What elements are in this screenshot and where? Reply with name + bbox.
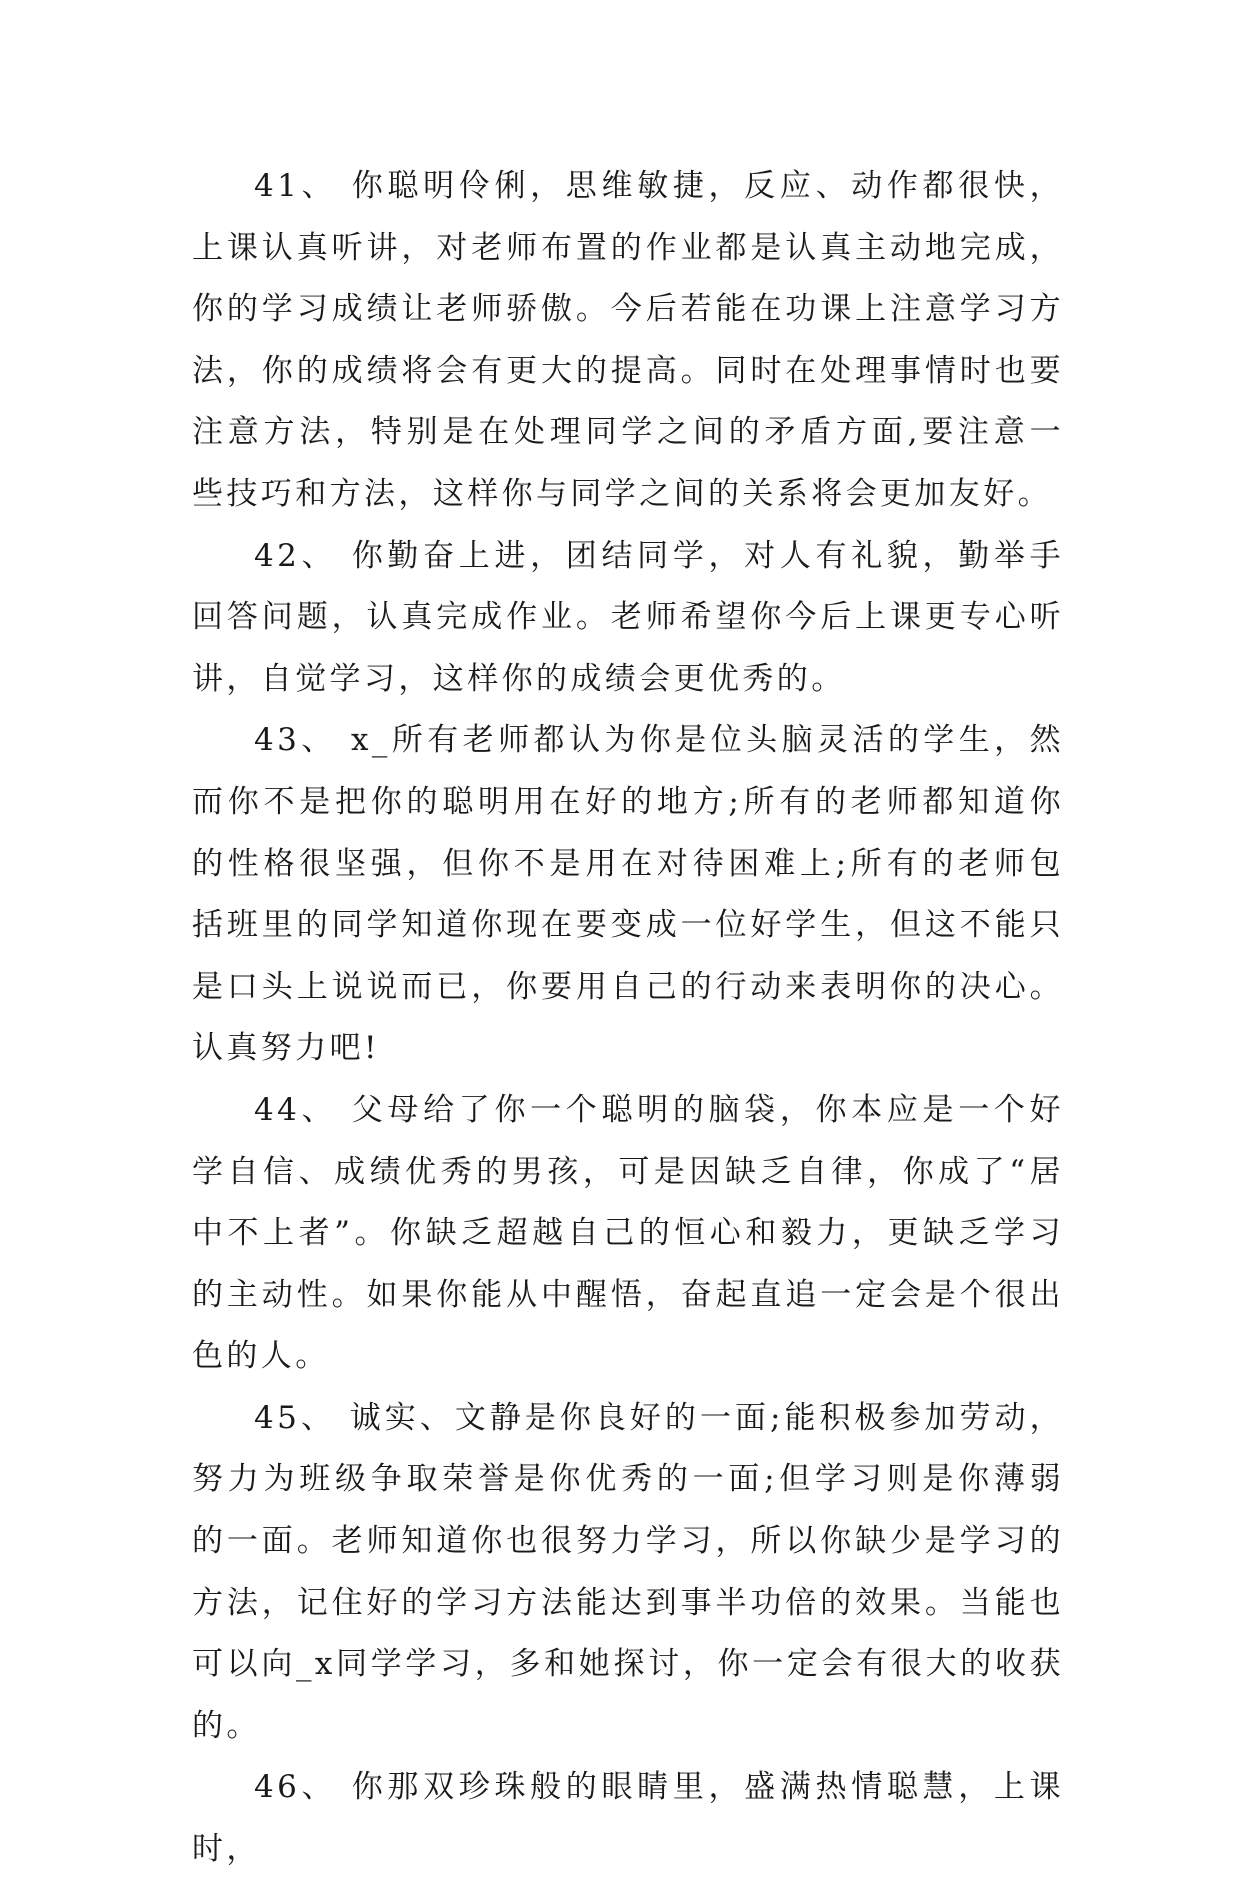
comment-paragraph-41: 41、 你聪明伶俐，思维敏捷，反应、动作都很快，上课认真听讲，对老师布置的作业都是认真主动地完成，你的学习成绩让老师骄傲。今后若能在功课上注意学习方法，你的成绩将会有更大的提高。同时在处理事情时也要注意方法，特别是在处理同学之间的矛盾方面,要注意一些技巧和方法，这样你与同学之间的关系将会更加友好。 — [192, 168, 1064, 512]
comment-paragraph-43: 43、 x_所有老师都认为你是位头脑灵活的学生，然而你不是把你的聪明用在好的地方;所有的老师都知道你的性格很坚强，但你不是用在对待困难上;所有的老师包括班里的同学知道你现在要变成一位好学生，但这不能只是口头上说说而已，你要用自己的行动来表明你的决心。认真努力吧! — [192, 722, 1064, 1067]
comment-paragraph-46: 46、 你那双珍珠般的眼睛里，盛满热情聪慧，上课时， — [192, 1769, 1064, 1868]
comment-paragraph-44: 44、 父母给了你一个聪明的脑袋，你本应是一个好学自信、成绩优秀的男孩，可是因缺乏自律，你成了“居中不上者”。你缺乏超越自己的恒心和毅力，更缺乏学习的主动性。如果你能从中醒悟，奋起直追一定会是个很出色的人。 — [192, 1091, 1064, 1375]
document-body — [192, 156, 1064, 1881]
comment-paragraph-42: 42、 你勤奋上进，团结同学，对人有礼貌，勤举手回答问题，认真完成作业。老师希望你今后上课更专心听讲，自觉学习，这样你的成绩会更优秀的。 — [192, 537, 1064, 697]
comment-paragraph-45: 45、 诚实、文静是你良好的一面;能积极参加劳动，努力为班级争取荣誉是你优秀的一面;但学习则是你薄弱的一面。老师知道你也很努力学习，所以你缺少是学习的方法，记住好的学习方法能达到事半功倍的效果。当能也可以向_x同学学习，多和她探讨，你一定会有很大的收获的。 — [192, 1399, 1064, 1744]
